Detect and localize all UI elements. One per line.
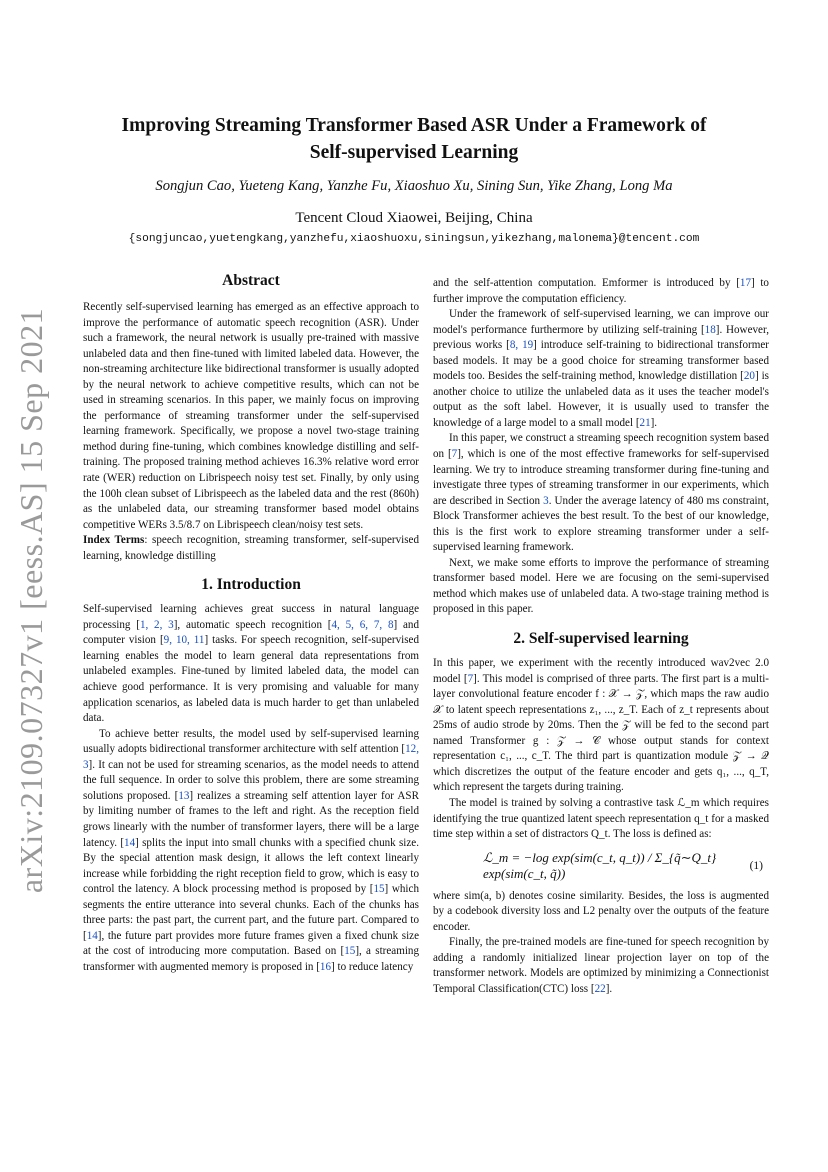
citation-link[interactable]: 15	[373, 883, 385, 896]
citation-link[interactable]: 22	[594, 982, 606, 995]
affiliation: Tencent Cloud Xiaowei, Beijing, China	[295, 210, 533, 226]
citation-link[interactable]: 4, 5, 6, 7, 8	[331, 618, 394, 631]
intro-paragraph-1: Self-supervised learning achieves great success in natural language processing [1, 2, 3], automatic speech recognition [4, 5, 6, 7, 8] and computer vision [9, 10, 11] tasks. For speech recognition, self-supervised learning enables the model to learn general data representations from unlabeled examples. Fine-tuned by limited labeled data, the model can achieve good performance. It is very promising and valuable for many application scenarios, as labeled data is much harder to get than unlabeled data.	[83, 603, 420, 725]
equation-body: ℒ_m = −log exp(sim(c_t, q_t)) / Σ_{q̃∼Q_t} exp(sim(c_t, q̃))	[483, 849, 717, 881]
left-column	[83, 272, 419, 975]
ssl-paragraph-3: where sim(a, b) denotes cosine similarity. Besides, the loss is augmented by a codebook diversity loss and L2 penalty over the outputs of the feature encoder.	[433, 889, 769, 933]
title-line-2: Self-supervised Learning	[309, 142, 519, 163]
intro-paragraph-5: In this paper, we construct a streaming speech recognition system based on [7], which is one of the most effective frameworks for self-supervised learning. We try to introduce streaming transformer during fine-tuning and investigate three types of streaming transformer in our experiments, which are described in Section 3. Under the average latency of 480 ms constraint, Block Transformer achieves the best result. To the best of our knowledge, this is the first work to explore streaming transformer under a self-supervised learning framework.	[433, 432, 769, 554]
paper-title	[90, 112, 738, 166]
right-column	[433, 276, 769, 997]
equation-number: (1)	[749, 859, 763, 872]
index-terms	[83, 533, 419, 564]
intro-paragraph-4: Under the framework of self-supervised learning, we can improve our model's performance furthermore by utilizing self-training [18]. However, previous works [8, 19] introduce self-training to bidirectional transformer based models. It may be a good choice for streaming transformer based models too. Besides the self-training method, knowledge distillation [20] is another choice to utilize the unlabeled data as it uses the teacher model's output as the soft label. However, it is usually used to transfer the knowledge of a large model to a small model [21].	[433, 308, 769, 429]
arxiv-stamp	[2, 307, 62, 893]
ssl-paragraph-4: Finally, the pre-trained models are fine-tuned for speech recognition by adding a randomly initialized linear projection layer on top of the transformer network. Models are optimized by minimizing a Connectionist Temporal Classification(CTC) loss [22].	[433, 936, 769, 995]
citation-link[interactable]: 3	[543, 494, 549, 507]
ssl-heading: 2. Self-supervised learning	[513, 630, 689, 648]
intro-paragraph-6: Next, we make some efforts to improve the performance of streaming transformer based model. Here we are focusing on the semi-supervised method which makes use of unlabeled data. A two-stage training method is proposed in this paper.	[433, 556, 769, 616]
intro-paragraph-2: To achieve better results, the model used by self-supervised learning usually adopts bidirectional transformer architecture with self attention [12, 3]. It can not be used for streaming scenarios, as the model needs to attend the full sequence. In order to solve this problem, there are some streaming solutions proposed. [13] realizes a streaming self attention layer for ASR by limiting number of frames to the left and right. As the reception field grows linearly with the number of transformer layers, there will be a large latency. [14] splits the input into small chunks with a specified chunk size. By the special attention mask design, it allows the left context linearly increase while forbidding the right reception field to grow, which is easy to control the latency. A block processing method is proposed by [15] which segments the entire utterance into several chunks. Each of the chunks has three parts: the past part, the current part, and the future part. Compared to [14], the future part provides more future frames given a fixed chunk size at the cost of introducing more computation. Based on [15], a streaming transformer with augmented memory is proposed in [16] to reduce latency	[83, 727, 420, 973]
citation-link[interactable]: 14	[124, 836, 136, 849]
citation-link[interactable]: 7	[467, 672, 474, 685]
citation-link[interactable]: 12, 3	[83, 743, 419, 771]
index-terms-label: Index Terms	[83, 534, 145, 547]
citation-link[interactable]: 16	[319, 960, 332, 973]
intro-paragraph-3: and the self-attention computation. Emformer is introduced by [17] to further improve the computation efficiency.	[433, 277, 769, 305]
citation-link[interactable]: 8, 19	[509, 339, 534, 352]
citation-link[interactable]: 7	[451, 448, 458, 461]
loss-equation	[433, 843, 769, 889]
citation-link[interactable]: 9, 10, 11	[163, 634, 205, 647]
author-emails: {songjuncao,yuetengkang,yanzhefu,xiaoshuoxu,siningsun,yikezhang,malonema}@tencent.com	[128, 233, 700, 245]
citation-link[interactable]: 15	[344, 945, 356, 958]
ssl-paragraph-2: The model is trained by solving a contrastive task ℒ_m which requires identifying the true quantized latent speech representation q_t for a masked time step within a set of distractors Q_t. The loss is defined as:	[433, 796, 769, 841]
citation-link[interactable]: 1, 2, 3	[139, 618, 174, 631]
index-terms-text: : speech recognition, streaming transformer, self-supervised learning, knowledge distilling	[83, 534, 419, 562]
citation-link[interactable]: 20	[743, 370, 755, 383]
citation-link[interactable]: 13	[178, 789, 190, 802]
citation-link[interactable]: 18	[704, 323, 716, 336]
title-line-1: Improving Streaming Transformer Based ASR Under a Framework of	[121, 115, 707, 136]
abstract-text: Recently self-supervised learning has emerged as an effective approach to improve the performance of automatic speech recognition (ASR). Under such a framework, the neural network is usually pre-trained with massive unlabeled data and then fine-tuned with limited labeled data. However, the non-streaming architecture like bidirectional transformer is usually adopted by the neural network to achieve competitive results, which can not be used in streaming scenarios. In this paper, we mainly focus on improving the performance of streaming transformer under the self-supervised learning framework. Specifically, we propose a novel two-stage training method during fine-tuning, which combines knowledge distilling and self-training. The proposed training method achieves 16.3% relative word error rate (WER) reduction on Librispeech noisy test set. Finally, by only using the 100h clean subset of Librispeech as the labeled data and the rest (860h) as the unlabeled data, our streaming transformer based model obtains competitive WERs 3.5/8.7 on Librispeech clean/noisy test sets.	[83, 301, 419, 531]
author-list: Songjun Cao, Yueteng Kang, Yanzhe Fu, Xiaoshuo Xu, Sining Sun, Yike Zhang, Long Ma	[155, 178, 673, 194]
citation-link[interactable]: 21	[639, 416, 651, 429]
introduction-heading: 1. Introduction	[201, 576, 301, 594]
abstract-heading: Abstract	[222, 272, 280, 289]
ssl-paragraph-1: In this paper, we experiment with the recently introduced wav2vec 2.0 model [7]. This model is comprised of three parts. The first part is a multi-layer convolutional feature encoder f : 𝒳 → 𝒵, which maps the raw audio 𝒳 to latent speech representations z₁, ..., z_T. Each of z_t represents about 25ms of audio strode by 20ms. Then the 𝒵 will be fed to the second part named Transformer g : 𝒵 → 𝒞 whose output stands for context representation c₁, ..., c_T. The third part is quantization module 𝒵 → 𝒬 which discretizes the output of the feature encoder and gets q₁, ..., q_T, which represent the targets during training.	[433, 657, 769, 794]
arxiv-identifier: arXiv:2109.07327v1 [eess.AS] 15 Sep 2021	[13, 307, 50, 893]
citation-link[interactable]: 17	[739, 277, 751, 289]
citation-link[interactable]: 14	[86, 929, 98, 942]
